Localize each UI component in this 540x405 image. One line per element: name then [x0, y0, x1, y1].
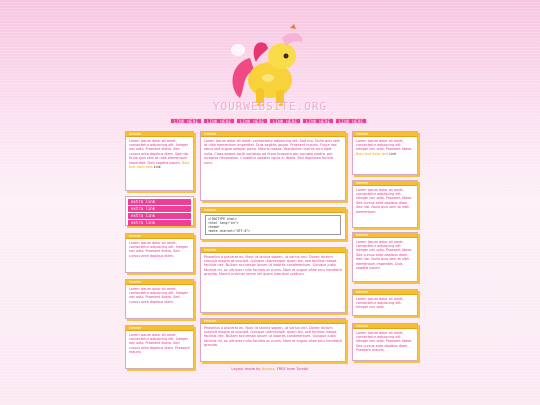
extra-link-4[interactable]: extra link: [128, 220, 191, 226]
right-box-3-header: header: [353, 233, 417, 238]
center-box-3-text: Phasellus a placerat ex. Nunc id lacinia sapien, ut varius orci. Donec dictum suscipit magna at suscipit. Quisque ullamcorper quam leo, sed facilisis massa facilisis nec. Nullam accumsan ipsum ut lobortis condimentum. Quisque justo facilisis mi, ac ultricies nulla facilisis ac purus. Nam et augue vitae arcu hendrerit gravida. Mauris pulvinar lorem vel quam interdum pretium.: [204, 254, 342, 277]
left-box-4: [125, 325, 194, 369]
nav-link-3[interactable]: LINK HERE: [236, 118, 268, 124]
right-box-2-header: header: [353, 181, 417, 186]
center-box-1-header: header: [201, 132, 345, 137]
left-box-3-text: Lorem ipsum dolor sit amet, consectetur adipiscing elit. Integer nec odio. Praesent libero. Sed cursus ante dapibus diam.: [129, 286, 189, 304]
code-textarea[interactable]: [205, 215, 341, 235]
left-box-4-header: header: [126, 326, 193, 331]
center-box-3: [200, 247, 346, 313]
right-box-3-text: Lorem ipsum dolor sit amet, consectetur adipiscing elit. Integer nec odio. Praesent libero. Sed cursus ante dapibus diam. Sed nisi. Nulla quis sem at nibh elementum imperdiet. Duis sagittis ipsum.: [356, 239, 413, 270]
left-box-1-text: Lorem ipsum dolor sit amet, consectetur adipiscing elit. Integer nec odio. Praesent libero. Sed cursus ante dapibus diam. Sed nisi. Nulla quis sem at nibh elementum imperdiet. Duis sagittis ipsum. Bold text Italic text Link: [129, 138, 190, 169]
code-line-1: <!DOCTYPE html>: [208, 217, 237, 221]
extra-link-1[interactable]: extra link: [128, 199, 191, 205]
footer-host-link[interactable]: Tumblr: [296, 367, 309, 371]
left-box-4-text: Lorem ipsum dolor sit amet, consectetur adipiscing elit. Integer nec odio. Praesent libero. Sed cursus ante dapibus diam. Praesent mauris.: [129, 332, 190, 355]
center-code-box-header: header: [201, 208, 345, 213]
footer-mid: . FREE from: [274, 367, 296, 371]
left-box-2-header: header: [126, 234, 193, 239]
right-box-4-text: Lorem ipsum dolor sit amet, consectetur adipiscing elit. Integer nec odio.: [356, 296, 404, 310]
right-italic-text-link[interactable]: Italic text: [372, 151, 389, 156]
right-box-1: [352, 131, 418, 175]
right-box-5-text: Lorem ipsum dolor sit amet, consectetur adipiscing elit. Integer nec odio. Praesent libero. Sed cursus ante dapibus diam. Praesent mauris.: [356, 330, 413, 353]
extra-link-3[interactable]: extra link: [128, 213, 191, 219]
italic-text-link[interactable]: Italic text: [136, 164, 153, 169]
center-box-1-text: Lorem ipsum dolor sit amet, consectetur adipiscing elit. Sed nisi. Nulla quis sem at nibh elementum imperdiet. Duis sagittis ipsum. Praesent mauris. Fusce nec tellus sed augue semper porta. Mauris massa. Vestibulum lacinia arcu eget nulla. Class aptent taciti sociosqu ad litora torquent per conubia nostra, per inceptos himenaeos. Curabitur sodales ligula in libero. Sed dignissim lacinia nunc.: [204, 138, 341, 165]
site-title: YOURWEBSITE.ORG: [212, 100, 328, 113]
footer: [0, 367, 540, 371]
right-link[interactable]: Link: [389, 151, 397, 156]
left-box-1-header: header: [126, 132, 193, 137]
nav-link-6[interactable]: LINK HERE: [335, 118, 367, 124]
right-box-5: [352, 323, 418, 361]
center-box-4: [200, 318, 346, 362]
right-box-1-text: Lorem ipsum dolor sit amet, consectetur adipiscing elit. Integer nec odio. Praesent libero. Bold text Italic text Link: [356, 138, 413, 156]
left-box-2: [125, 233, 194, 273]
left-box-2-text: Lorem ipsum dolor sit amet, consectetur adipiscing elit. Integer nec odio. Praesent libero. Sed cursus ante dapibus diam.: [129, 240, 189, 258]
nav-link-5[interactable]: LINK HERE: [302, 118, 334, 124]
right-box-4-header: header: [353, 290, 417, 295]
right-bold-text-link[interactable]: Bold text: [356, 151, 372, 156]
right-box-4: [352, 289, 418, 316]
left-box-3: [125, 279, 194, 319]
right-box-2: [352, 180, 418, 228]
left-box-3-header: header: [126, 280, 193, 285]
footer-prefix: Layout made by: [231, 367, 261, 371]
center-code-box: [200, 207, 346, 240]
nav-link-2[interactable]: LINK HERE: [203, 118, 235, 124]
nav-link-4[interactable]: LINK HERE: [269, 118, 301, 124]
footer-author-link[interactable]: Heoras: [261, 367, 275, 371]
code-line-3: <head>: [208, 225, 220, 229]
right-box-1-header: header: [353, 132, 417, 137]
code-line-2: <html lang="en">: [208, 221, 239, 225]
link[interactable]: Link: [153, 164, 161, 169]
center-box-4-header: header: [201, 319, 345, 324]
extra-link-2[interactable]: extra link: [128, 206, 191, 212]
center-box-3-header: header: [201, 248, 345, 253]
nav-link-1[interactable]: LINK HERE: [170, 118, 202, 124]
extra-links-box: [125, 196, 194, 226]
right-box-2-text: Lorem ipsum dolor sit amet, consectetur adipiscing elit. Integer nec odio. Praesent libero. Sed cursus ante dapibus diam. Sed nisi. Nulla quis sem at nibh elementum.: [356, 187, 413, 214]
center-box-4-text: Phasellus a placerat ex. Nunc id lacinia sapien, ut varius orci. Donec dictum suscipit magna at suscipit. Quisque ullamcorper quam leo, sed facilisis massa facilisis nec. Nullam accumsan ipsum ut lobortis condimentum. Quisque justo facilisis mi, ac ultricies nulla facilisis ac purus. Nam et augue vitae arcu hendrerit gravida.: [204, 325, 342, 348]
right-box-3: [352, 232, 418, 282]
bold-text-link[interactable]: Bold text: [129, 160, 190, 169]
pony-icon: [231, 24, 302, 106]
left-box-1: [125, 131, 194, 191]
center-box-1: [200, 131, 346, 201]
code-line-4: <meta charset="UTF-8">: [208, 229, 251, 233]
top-nav: [170, 118, 370, 124]
right-box-5-header: header: [353, 324, 417, 329]
